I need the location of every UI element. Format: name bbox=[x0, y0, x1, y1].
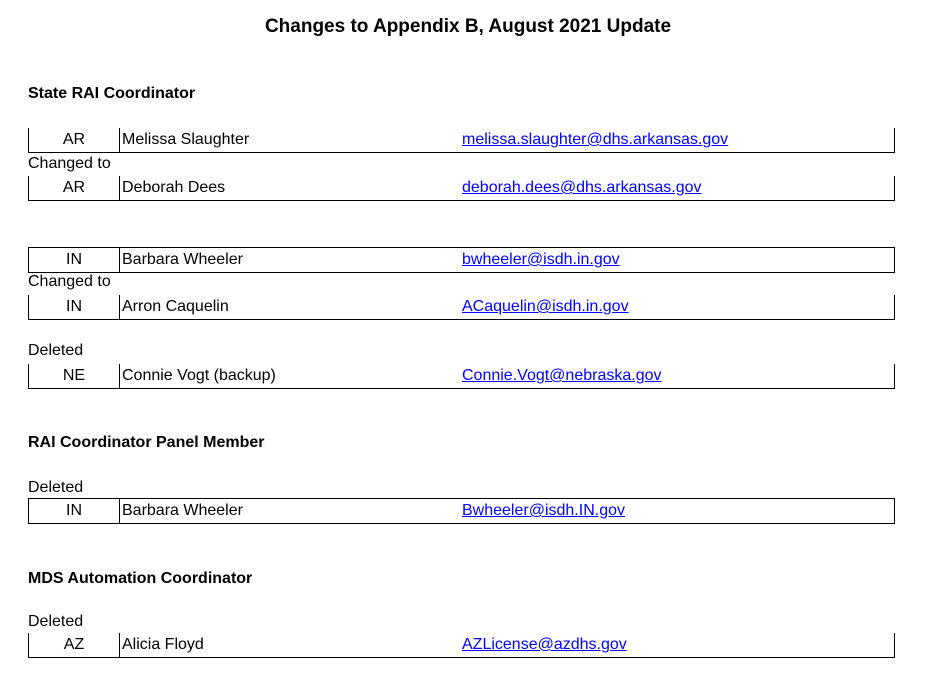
email-link[interactable]: bwheeler@isdh.in.gov bbox=[462, 251, 620, 268]
column-divider bbox=[119, 364, 120, 388]
state-code: IN bbox=[66, 251, 82, 268]
email-link[interactable]: AZLicense@azdhs.gov bbox=[462, 636, 627, 653]
email-link[interactable]: melissa.slaughter@dhs.arkansas.gov bbox=[462, 131, 729, 148]
change-label: Deleted bbox=[28, 479, 84, 496]
contact-name: Barbara Wheeler bbox=[122, 251, 243, 268]
change-label: Changed to bbox=[28, 273, 111, 290]
contact-name: Melissa Slaughter bbox=[122, 131, 250, 148]
contact-name: Arron Caquelin bbox=[122, 298, 229, 315]
table-row bbox=[28, 295, 895, 320]
section-heading-state-rai-coordinator: State RAI Coordinator bbox=[28, 85, 196, 102]
change-label: Changed to bbox=[28, 155, 111, 172]
column-divider bbox=[119, 499, 120, 523]
table-row bbox=[28, 633, 895, 658]
state-code: IN bbox=[66, 298, 82, 315]
email-link[interactable]: deborah.dees@dhs.arkansas.gov bbox=[462, 179, 702, 196]
table-row bbox=[28, 364, 895, 389]
email-link[interactable]: Bwheeler@isdh.IN.gov bbox=[462, 502, 625, 519]
email-link[interactable]: Connie.Vogt@nebraska.gov bbox=[462, 367, 662, 384]
column-divider bbox=[119, 633, 120, 657]
state-code: AR bbox=[62, 179, 86, 196]
contact-name: Alicia Floyd bbox=[122, 636, 204, 653]
table-row bbox=[28, 128, 895, 153]
change-label: Deleted bbox=[28, 613, 84, 630]
section-heading-mds-automation-coordinator: MDS Automation Coordinator bbox=[28, 570, 253, 587]
state-code: NE bbox=[62, 367, 86, 384]
contact-name: Barbara Wheeler bbox=[122, 502, 243, 519]
column-divider bbox=[119, 248, 120, 272]
table-row bbox=[28, 247, 895, 273]
email-link[interactable]: ACaquelin@isdh.in.gov bbox=[462, 298, 629, 315]
change-label: Deleted bbox=[28, 342, 84, 359]
column-divider bbox=[119, 295, 120, 319]
state-code: IN bbox=[66, 502, 82, 519]
table-row bbox=[28, 176, 895, 201]
contact-name: Deborah Dees bbox=[122, 179, 226, 196]
table-row bbox=[28, 498, 895, 524]
state-code: AR bbox=[62, 131, 86, 148]
state-code: AZ bbox=[63, 636, 85, 653]
column-divider bbox=[119, 128, 120, 152]
section-heading-rai-panel-member: RAI Coordinator Panel Member bbox=[28, 434, 265, 451]
contact-name: Connie Vogt (backup) bbox=[122, 367, 276, 384]
column-divider bbox=[119, 176, 120, 200]
page-title: Changes to Appendix B, August 2021 Update bbox=[264, 16, 672, 37]
